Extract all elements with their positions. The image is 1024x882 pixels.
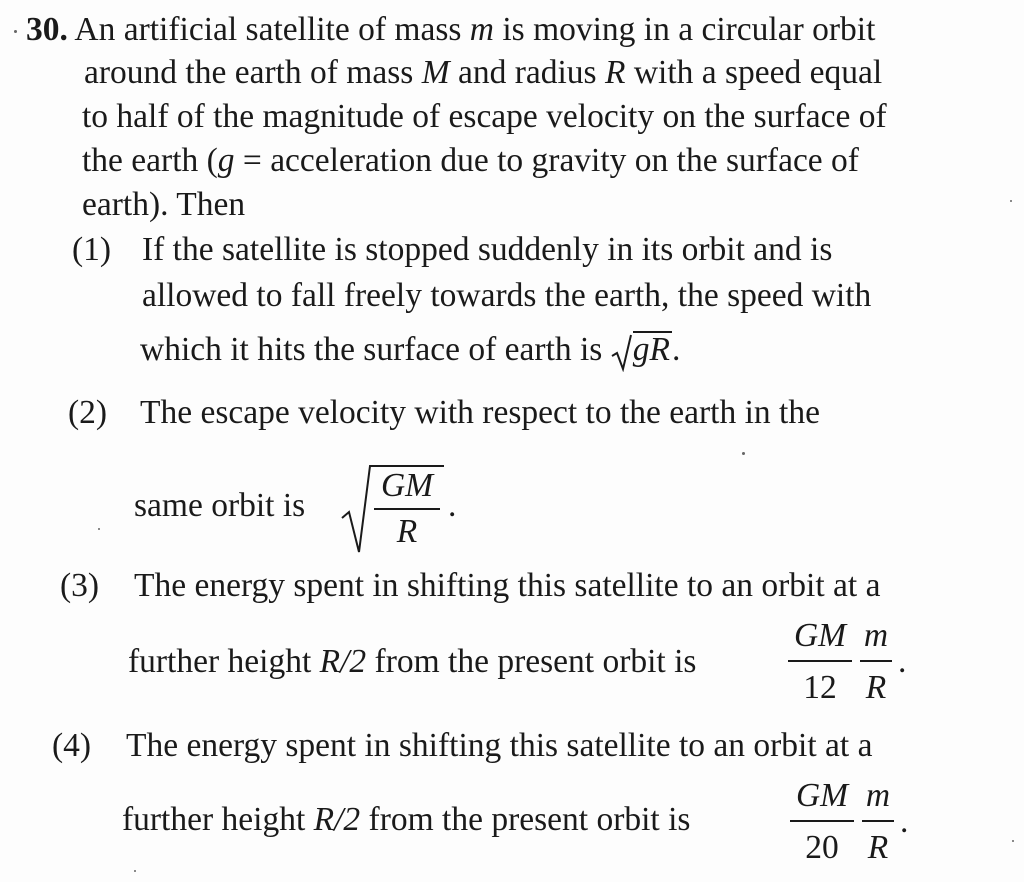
option-4-frac1-den: 20 (805, 829, 839, 866)
option-3-fraction (788, 616, 912, 712)
stem-line-1 (26, 10, 875, 50)
stem-line-2 (84, 53, 882, 93)
option-4-frac2-num: m (865, 777, 891, 814)
scan-speck (98, 528, 100, 530)
option-2-line-1 (140, 393, 820, 433)
option-4-text-1: The energy spent in shifting this satellite to an orbit at a (126, 727, 873, 764)
option-1-end: . (671, 331, 681, 368)
stem-text-4b: = acceleration due to gravity on the surface of (242, 142, 859, 179)
question-number: 30. (26, 11, 68, 48)
stem-line-3 (82, 97, 887, 137)
scan-speck (1010, 200, 1012, 202)
option-4-number: (4) (52, 727, 92, 764)
option-3-frac2-bar (860, 660, 892, 662)
stem-text-1a: An artificial satellite of mass (74, 11, 462, 48)
option-2-text-1: The escape velocity with respect to the earth in the (140, 394, 820, 431)
var-m: m (469, 11, 494, 48)
stem-text-4a: the earth ( (82, 142, 218, 179)
option-4-line-1 (126, 726, 872, 766)
stem-text-5: earth). Then (82, 186, 246, 223)
option-4-frac2-bar (862, 820, 894, 822)
option-3-number: (3) (60, 567, 100, 604)
option-3-frac1-num: GM (793, 617, 847, 654)
option-4-text-2: further height (122, 801, 306, 838)
sqrt-GM-over-R (340, 460, 450, 560)
option-3-height: R/2 (319, 643, 367, 680)
option-3-text-3: from the present orbit is (374, 643, 697, 680)
var-M: M (421, 54, 450, 91)
option-3-end: . (898, 643, 907, 680)
option-1-line-2 (142, 276, 871, 316)
option-3-text-2: further height (128, 643, 312, 680)
option-4-frac1-bar (790, 820, 854, 822)
scan-speck (1012, 840, 1014, 842)
option-1-line-3 (140, 330, 680, 370)
sqrt-denominator: R (396, 513, 418, 550)
stem-text-3: to half of the magnitude of escape velocity on the surface of (82, 98, 887, 135)
option-2-line-2 (134, 486, 305, 526)
option-2-text-2: same orbit is (134, 487, 306, 524)
option-3-frac2-den: R (865, 669, 887, 706)
option-4-height: R/2 (313, 801, 361, 838)
stem-line-4 (82, 141, 859, 181)
option-2-end: . (448, 487, 457, 524)
option-4-text-3: from the present orbit is (368, 801, 691, 838)
option-1-number: (1) (72, 231, 112, 268)
scan-speck (134, 870, 136, 872)
option-1-line-1 (142, 230, 832, 270)
sqrt-numerator: GM (380, 467, 434, 504)
stem-text-1b: is moving in a circular orbit (502, 11, 876, 48)
option-1-text-1: If the satellite is stopped suddenly in its orbit and is (142, 231, 833, 268)
option-4-line-2 (122, 800, 690, 840)
stem-line-5 (82, 185, 245, 225)
option-3-line-1 (134, 566, 880, 606)
sqrt-gR (611, 330, 672, 370)
stem-text-2a: around the earth of mass (84, 54, 414, 91)
scan-speck (14, 30, 17, 33)
var-g: g (217, 142, 235, 179)
option-3-frac1-bar (788, 660, 852, 662)
option-3-frac1-den: 12 (803, 669, 837, 706)
option-4-frac2-den: R (867, 829, 889, 866)
scan-speck (742, 452, 745, 455)
stem-text-2c: with a speed equal (633, 54, 883, 91)
option-3-line-2 (128, 642, 696, 682)
stem-text-2b: and radius (457, 54, 597, 91)
var-R: R (604, 54, 626, 91)
option-1-text-3: which it hits the surface of earth is (140, 331, 603, 368)
sqrt-gR-content: gR (632, 331, 670, 368)
option-4-fraction (790, 776, 914, 876)
option-3-text-1: The energy spent in shifting this satellite to an orbit at a (134, 567, 881, 604)
option-4-frac1-num: GM (795, 777, 849, 814)
option-2-number: (2) (68, 394, 108, 431)
option-1-text-2: allowed to fall freely towards the earth, the speed with (142, 277, 872, 314)
option-3-frac2-num: m (863, 617, 889, 654)
option-4-end: . (900, 803, 909, 840)
radical-sign-icon (611, 332, 633, 372)
